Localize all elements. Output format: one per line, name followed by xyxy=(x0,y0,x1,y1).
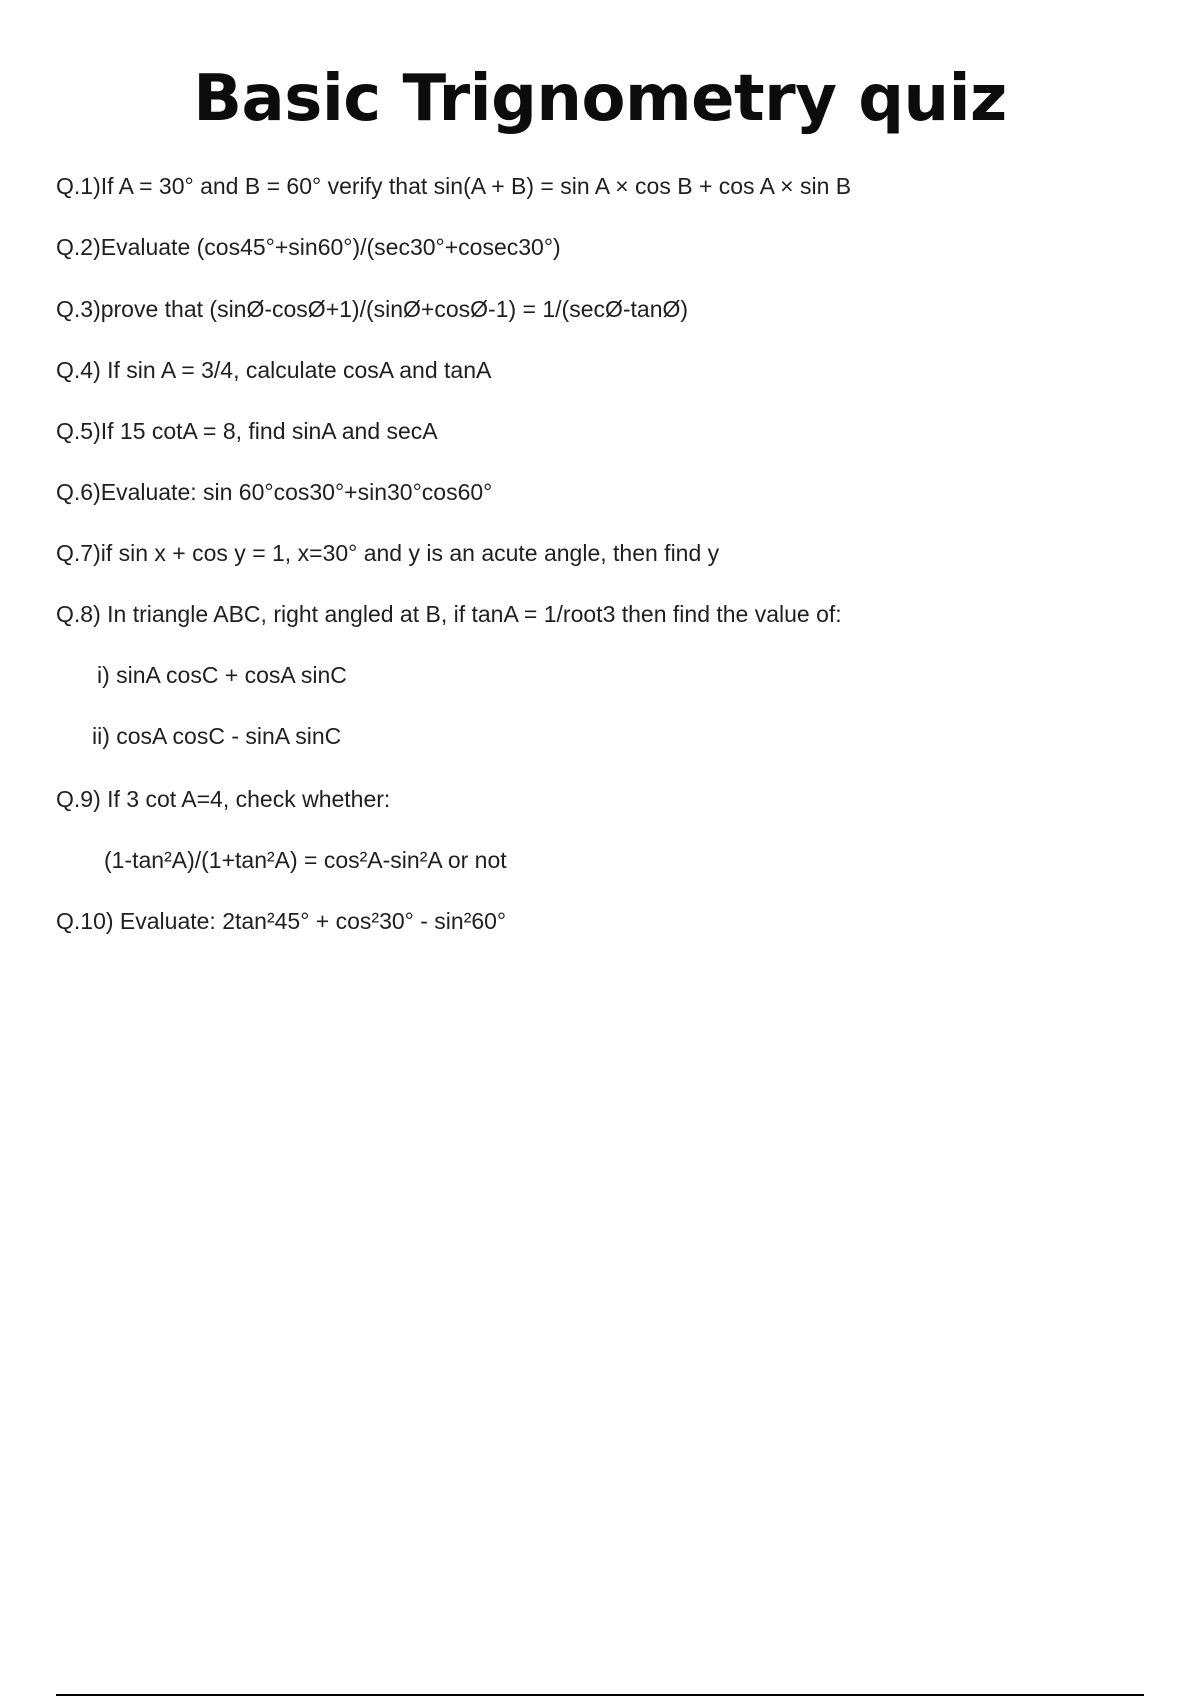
question-8: Q.8) In triangle ABC, right angled at B, if tanA = 1/root3 then find the value of: xyxy=(56,601,842,627)
question-10: Q.10) Evaluate: 2tan²45° + cos²30° - sin²60° xyxy=(56,908,507,934)
question-9: Q.9) If 3 cot A=4, check whether: xyxy=(56,786,391,812)
question-7: Q.7)if sin x + cos y = 1, x=30° and y is an acute angle, then find y xyxy=(56,540,720,566)
question-9-expression: (1-tan²A)/(1+tan²A) = cos²A-sin²A or not xyxy=(104,847,507,873)
question-8-part-i: i) sinA cosC + cosA sinC xyxy=(97,662,347,688)
question-3: Q.3)prove that (sinØ-cosØ+1)/(sinØ+cosØ-1) = 1/(secØ-tanØ) xyxy=(56,296,689,322)
question-5: Q.5)If 15 cotA = 8, find sinA and secA xyxy=(56,418,438,444)
question-2: Q.2)Evaluate (cos45°+sin60°)/(sec30°+cosec30°) xyxy=(56,234,561,260)
question-1: Q.1)If A = 30° and B = 60° verify that sin(A + B) = sin A × cos B + cos A × sin B xyxy=(56,173,852,199)
page-title: Basic Trignometry quiz xyxy=(193,62,1007,136)
question-8-part-ii: ii) cosA cosC - sinA sinC xyxy=(92,723,342,749)
bottom-divider xyxy=(56,1694,1144,1696)
question-6: Q.6)Evaluate: sin 60°cos30°+sin30°cos60° xyxy=(56,479,493,505)
question-4: Q.4) If sin A = 3/4, calculate cosA and tanA xyxy=(56,357,492,383)
